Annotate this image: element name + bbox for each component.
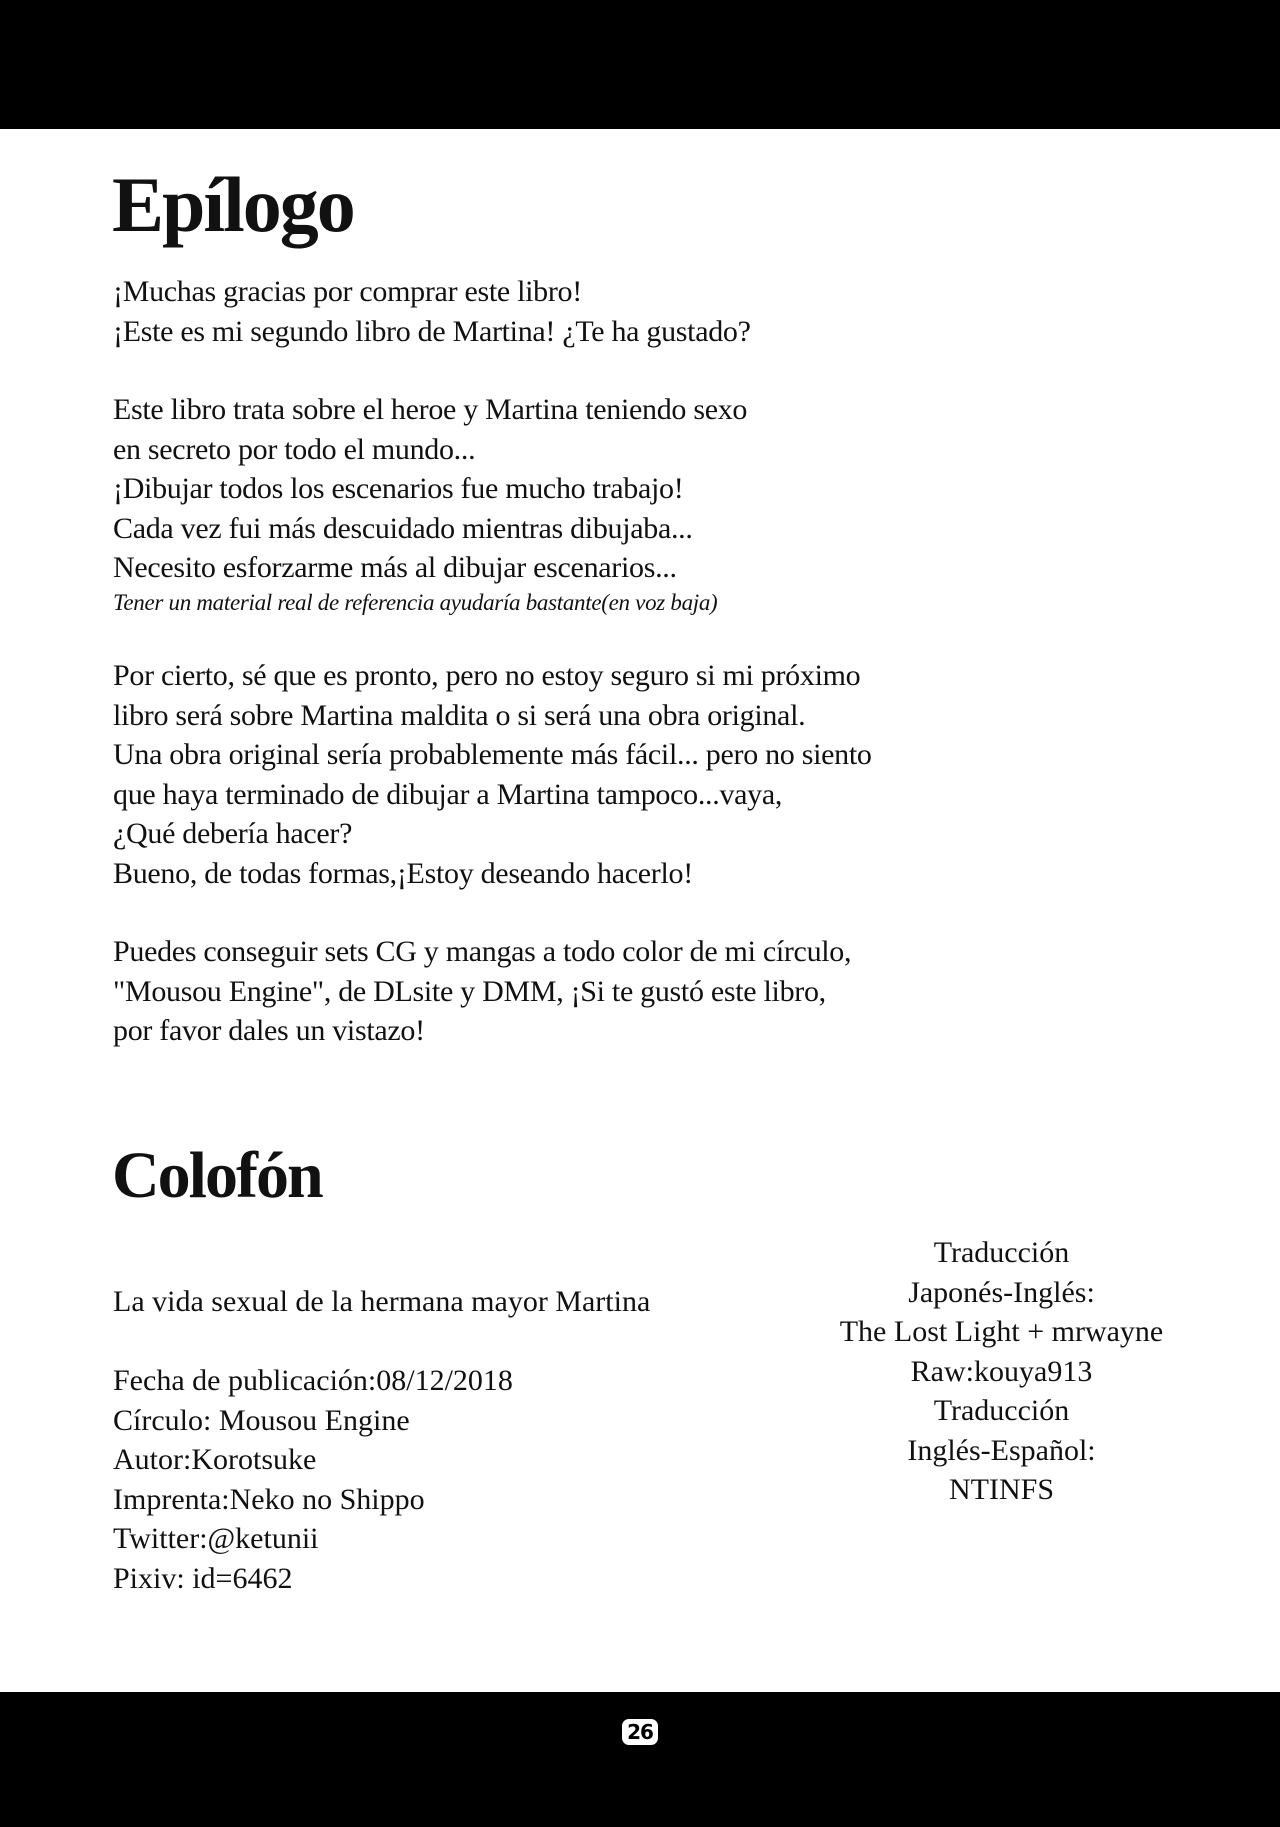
printer-name: Imprenta:Neko no Shippo: [113, 1482, 425, 1516]
translation-heading: Traducción: [933, 1236, 1070, 1269]
text-line: Por cierto, sé que es pronto, pero no estoy seguro si mi próximo: [113, 659, 861, 692]
translation-language-pair: Japonés-Inglés:: [908, 1275, 1095, 1309]
book-title: La vida sexual de la hermana mayor Martina: [113, 1285, 651, 1318]
epilogue-paragraph-4: [113, 932, 1073, 1051]
text-line: Cada vez fui más descuidado mientras dibujaba...: [113, 511, 693, 545]
translator-names: The Lost Light + mrwayne: [839, 1315, 1164, 1348]
publication-date: Fecha de publicación:08/12/2018: [113, 1364, 513, 1397]
text-line: Este libro trata sobre el heroe y Martina teniendo sexo: [113, 393, 748, 426]
text-line: Puedes conseguir sets CG y mangas a todo color de mi círculo,: [113, 935, 852, 968]
translation-credits: [800, 1233, 1203, 1510]
translator-names: NTINFS: [948, 1473, 1054, 1506]
text-line: ¡Muchas gracias por comprar este libro!: [113, 275, 582, 308]
pixiv-id: Pixiv: id=6462: [113, 1561, 293, 1595]
author-name: Autor:Korotsuke: [113, 1443, 317, 1476]
text-line: ¡Este es mi segundo libro de Martina! ¿Te ha gustado?: [113, 314, 751, 348]
epilogue-title: Epílogo: [112, 161, 354, 248]
text-line: Bueno, de todas formas,¡Estoy deseando hacerlo!: [113, 856, 693, 890]
raw-provider: Raw:kouya913: [910, 1354, 1093, 1388]
bottom-black-border: [0, 1692, 1280, 1827]
text-line: por favor dales un vistazo!: [113, 1014, 425, 1047]
twitter-handle: Twitter:@ketunii: [113, 1522, 319, 1555]
page-number-badge: 26: [622, 1719, 658, 1745]
epilogue-paragraph-3: [113, 656, 1073, 893]
text-line: ¡Dibujar todos los escenarios fue mucho trabajo!: [113, 472, 684, 505]
top-black-border: [0, 0, 1280, 129]
text-line: en secreto por todo el mundo...: [113, 432, 476, 466]
text-line: Una obra original sería probablemente más fácil... pero no siento: [113, 738, 872, 771]
colophon-title: Colofón: [112, 1139, 322, 1212]
epilogue-paragraph-1: [113, 272, 1073, 351]
text-line: que haya terminado de dibujar a Martina tampoco...vaya,: [113, 777, 783, 811]
text-line: Necesito esforzarme más al dibujar escenarios...: [113, 551, 677, 584]
translation-language-pair: Inglés-Español:: [907, 1433, 1096, 1467]
text-line: libro será sobre Martina maldita o si será una obra original.: [113, 698, 806, 732]
circle-name: Círculo: Mousou Engine: [113, 1403, 410, 1437]
text-line: "Mousou Engine", de DLsite y DMM, ¡Si te gustó este libro,: [113, 974, 826, 1008]
whisper-aside: Tener un material real de referencia ayudaría bastante(en voz baja): [113, 589, 718, 615]
epilogue-paragraph-2: [113, 390, 1073, 618]
text-line: ¿Qué debería hacer?: [113, 817, 353, 850]
translation-heading: Traducción: [933, 1394, 1070, 1427]
colophon-credits: [113, 1361, 513, 1598]
